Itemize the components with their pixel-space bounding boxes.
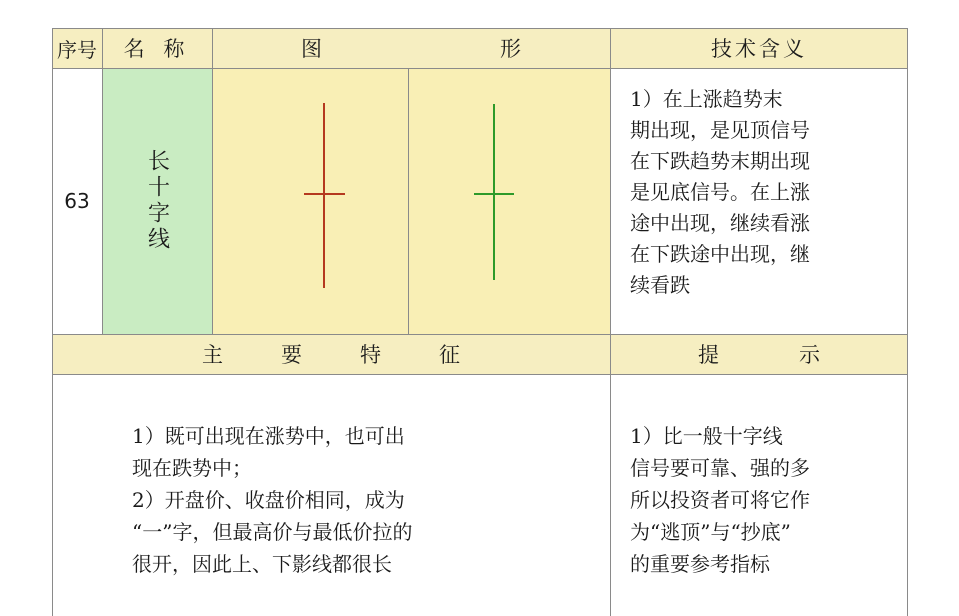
row-name-cell: [102, 68, 212, 334]
features-line: “一”字，但最高价与最低价拉的: [132, 520, 413, 544]
tips-text: [630, 420, 900, 610]
features-line: 现在跌势中；: [132, 456, 252, 480]
tips-header-char: 提: [698, 343, 719, 367]
meaning-line: 期出现，是见顶信号: [630, 118, 810, 142]
bearish-cross-figure: [212, 68, 408, 334]
grid-line: [212, 28, 213, 334]
grid-line: [102, 28, 103, 334]
meaning-text: [630, 84, 900, 334]
tips-line: 1）比一般十字线: [630, 424, 783, 448]
features-line: 2）开盘价、收盘价相同，成为: [132, 488, 405, 512]
tips-header: [610, 334, 908, 374]
features-header-char: 特: [360, 343, 381, 367]
grid-line: [52, 374, 908, 375]
grid-line: [52, 68, 908, 69]
grid-line: [907, 28, 908, 616]
candlestick-table: [52, 28, 908, 616]
figure-bearish-cell: [212, 68, 408, 334]
grid-line: [52, 28, 53, 616]
bullish-cross-figure: [408, 68, 610, 334]
features-text: [132, 420, 602, 610]
tips-line: 信号要可靠、强的多: [630, 456, 810, 480]
grid-line: [52, 28, 908, 29]
features-line: 很开，因此上、下影线都很长: [132, 552, 392, 576]
features-header-char: 征: [439, 343, 460, 367]
tips-line: 的重要参考指标: [630, 552, 770, 576]
meaning-line: 是见底信号。在上涨: [630, 180, 810, 204]
tips-header-char: 示: [799, 343, 820, 367]
header-figure-char-2: 形: [500, 37, 521, 61]
header-meaning: 技术含义: [610, 28, 908, 68]
features-header-char: 要: [281, 343, 302, 367]
meaning-line: 途中出现，继续看涨: [630, 211, 810, 235]
features-header: [52, 334, 610, 374]
tips-line: 所以投资者可将它作: [630, 488, 810, 512]
header-name: 名 称: [102, 28, 212, 68]
grid-line: [52, 334, 908, 335]
features-header-char: 主: [202, 343, 223, 367]
meaning-line: 在下跌趋势末期出现: [630, 149, 810, 173]
features-line: 1）既可出现在涨势中，也可出: [132, 424, 405, 448]
meaning-full: [630, 301, 631, 302]
row-name: 长十字线: [144, 149, 170, 253]
meaning-line: 1）在上涨趋势末: [630, 87, 783, 111]
meaning-line: 续看跌: [630, 273, 690, 297]
header-figure-char-1: 图: [301, 37, 322, 61]
header-index: 序号: [52, 28, 102, 68]
grid-line: [408, 68, 409, 334]
tips-line: 为“逃顶”与“抄底”: [630, 520, 791, 544]
grid-line: [610, 28, 611, 616]
figure-bullish-cell: [408, 68, 610, 334]
meaning-line: 在下跌途中出现，继: [630, 242, 810, 266]
row-index: 63: [64, 189, 90, 213]
header-figure: [212, 28, 610, 68]
